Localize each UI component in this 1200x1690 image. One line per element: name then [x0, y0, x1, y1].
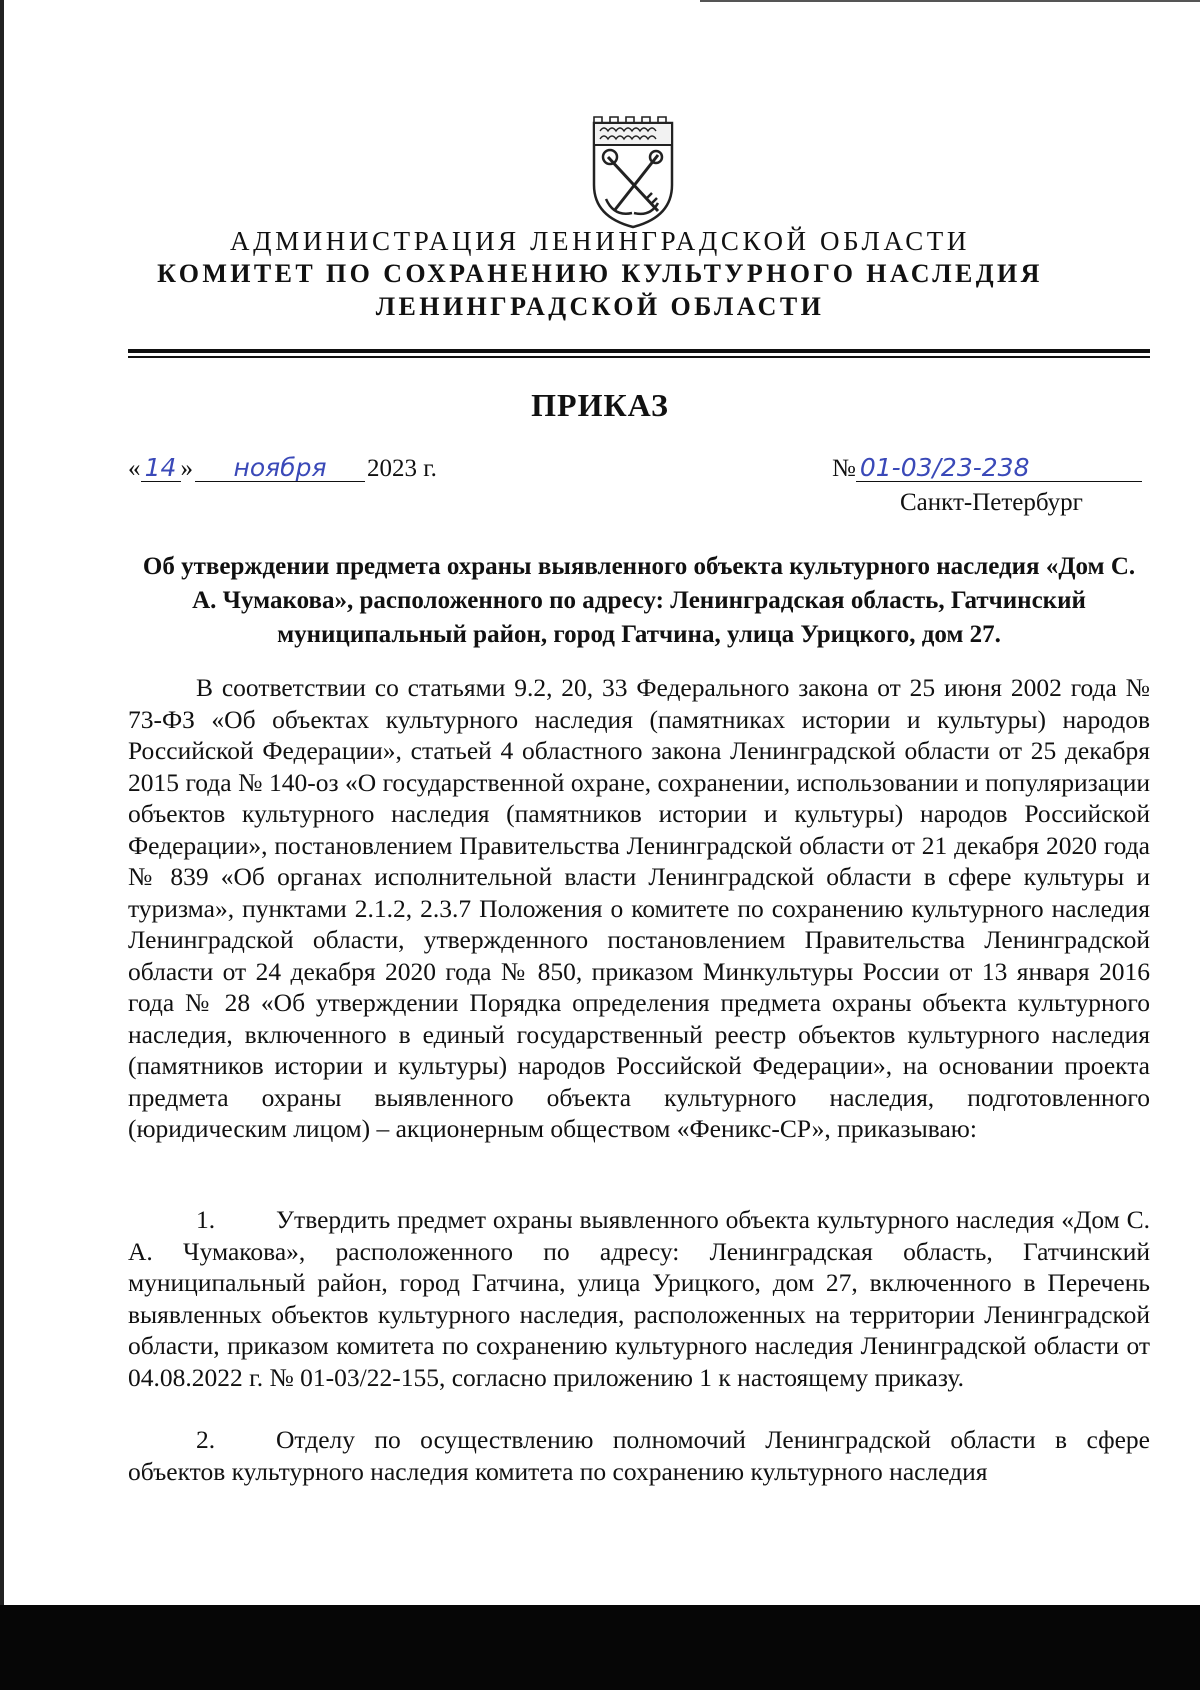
- number-sign: №: [832, 455, 856, 482]
- order-item-1: [128, 1204, 1150, 1393]
- document-type: ПРИКАЗ: [531, 387, 669, 423]
- date-month: ноября: [195, 455, 365, 482]
- administration-title: АДМИНИСТРАЦИЯ ЛЕНИНГРАДСКОЙ ОБЛАСТИ: [229, 226, 970, 256]
- order-item-2: [128, 1424, 1150, 1487]
- issue-city: Санкт-Петербург: [900, 489, 1083, 516]
- coat-of-arms-icon: [588, 113, 678, 229]
- date-day: 14: [141, 455, 181, 482]
- scan-top-line: [700, 0, 1200, 2]
- order-number: [832, 455, 1142, 483]
- committee-title: КОМИТЕТ ПО СОХРАНЕНИЮ КУЛЬТУРНОГО НАСЛЕДИЯ: [157, 259, 1043, 288]
- number-value: 01-03/23-238: [856, 455, 1142, 482]
- order-item-1-text: Утвердить предмет охраны выявленного объекта культурного наследия «Дом С. А. Чумакова», расположенного по адресу: Ленинградская область, Гатчинский муниципальный район, город Гатчина, улица Урицкого, дом 27, включенного в Перечень выявленных объектов культурного наследия, расположенных на территории Ленинградской области, приказом комитета по сохранению культурного наследия Ленинградской области от 04.08.2022 г. № 01-03/22-155, согласно приложению 1 к настоящему приказу.: [128, 1205, 1150, 1392]
- order-subject: Об утверждении предмета охраны выявленного объекта культурного наследия «Дом С. А. Чумакова», расположенного по адресу: Ленинградская область, Гатчинский муниципальный район, город Гатчина, улица Урицкого, дом 27.: [142, 553, 1136, 648]
- order-item-2-text: Отделу по осуществлению полномочий Ленинградской области в сфере объектов культурного наследия комитета по сохранению культурного наследия: [128, 1425, 1150, 1486]
- date-close-quote: »: [180, 455, 193, 482]
- region-title: ЛЕНИНГРАДСКОЙ ОБЛАСТИ: [375, 292, 825, 321]
- header-rule-thick: [128, 349, 1150, 353]
- header-rule-thin: [128, 356, 1150, 358]
- order-item-1-number: 1.: [196, 1205, 216, 1234]
- order-date: [128, 455, 437, 483]
- date-open-quote: «: [128, 455, 141, 482]
- order-item-2-number: 2.: [196, 1425, 216, 1454]
- scan-bottom-bar: [0, 1605, 1200, 1690]
- date-year: 2023 г.: [367, 455, 437, 482]
- preamble-paragraph: В соответствии со статьями 9.2, 20, 33 Федерального закона от 25 июня 2002 года № 73-ФЗ «Об объектах культурного наследия (памятниках истории и культуры) народов Российской Федерации», статьей 4 областного закона Ленинградской области от 25 декабря 2015 года № 140-оз «О государственной охране, сохранении, использовании и популяризации объектов культурного наследия (памятников истории и культуры) народов Российской Федерации», постановлением Правительства Ленинградской области от 21 декабря 2020 года № 839 «Об органах исполнительной власти Ленинградской области в сфере культуры и туризма», пунктами 2.1.2, 2.3.7 Положения о комитете по сохранению культурного наследия Ленинградской области, утвержденного постановлением Правительства Ленинградской области от 24 декабря 2020 года № 850, приказом Минкультуры России от 13 января 2016 года № 28 «Об утверждении Порядка определения предмета охраны объекта культурного наследия, включенного в единый государственный реестр объектов культурного наследия (памятников истории и культуры) народов Российской Федерации», на основании проекта предмета охраны выявленного объекта культурного наследия, подготовленного (юридическим лицом) – акционерным обществом «Феникс-СР», приказываю:: [128, 673, 1150, 1143]
